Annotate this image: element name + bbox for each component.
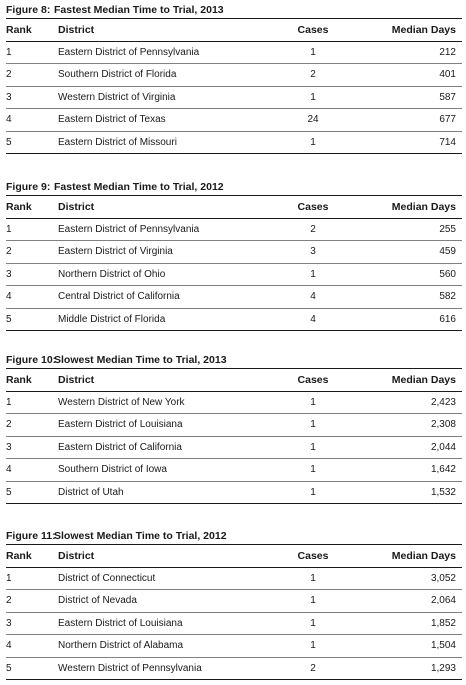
figure-title [6,528,462,545]
median-days-cell: 459 [439,246,456,258]
header-median-days: Median Days [391,373,456,386]
rank-cell: 4 [6,291,12,303]
median-days-cell: 582 [439,291,456,303]
table-row [6,109,462,132]
header-median-days: Median Days [391,200,456,213]
cases-cell: 1 [310,595,316,607]
cases-cell: 2 [310,69,316,81]
header-cases: Cases [297,373,329,386]
median-days-cell: 1,852 [430,617,456,629]
rank-cell: 1 [6,396,12,408]
header-rank: Rank [6,23,32,36]
district-cell: Southern District of Iowa [58,464,167,476]
header-district: District [58,373,95,386]
table-row [6,414,462,437]
table-row [6,635,462,658]
district-cell: Central District of California [58,291,180,303]
header-cases: Cases [297,549,329,562]
median-days-cell: 616 [439,313,456,325]
figure-title [6,2,462,19]
table-row [6,309,462,332]
district-cell: Eastern District of Louisiana [58,617,183,629]
table-row [6,658,462,681]
district-cell: Western District of Virginia [58,91,176,103]
rank-cell: 5 [6,136,12,148]
cases-cell: 1 [310,617,316,629]
table-header-row [6,369,462,392]
median-days-cell: 714 [439,136,456,148]
median-days-cell: 1,532 [430,486,456,498]
rank-cell: 5 [6,486,12,498]
rank-cell: 5 [6,662,12,674]
table-row [6,264,462,287]
district-cell: Eastern District of Texas [58,114,166,126]
district-cell: Northern District of Alabama [58,640,184,652]
header-cases: Cases [297,23,329,36]
figure-title-text: Slowest Median Time to Trial, 2013 [54,354,227,366]
rank-cell: 3 [6,441,12,453]
district-cell: District of Connecticut [58,572,156,584]
header-cases: Cases [297,200,329,213]
table-row [6,482,462,505]
median-days-cell: 587 [439,91,456,103]
cases-cell: 4 [310,291,316,303]
cases-cell: 1 [310,268,316,280]
cases-cell: 2 [310,662,316,674]
header-rank: Rank [6,373,32,386]
median-days-cell: 1,293 [430,662,456,674]
district-cell: Eastern District of Pennsylvania [58,46,200,58]
figure-label: Figure 8: [6,4,51,16]
district-cell: Northern District of Ohio [58,268,166,280]
figure-label: Figure 11: [6,530,56,542]
median-days-cell: 3,052 [430,572,456,584]
header-rank: Rank [6,549,32,562]
figure-title-text: Fastest Median Time to Trial, 2012 [54,181,224,193]
rank-cell: 1 [6,46,12,58]
rank-cell: 1 [6,572,12,584]
median-days-cell: 212 [439,46,456,58]
figure-8-table [6,2,462,154]
rank-cell: 2 [6,69,12,81]
header-district: District [58,200,95,213]
figure-10-table [6,352,462,504]
rank-cell: 3 [6,91,12,103]
table-row [6,64,462,87]
header-district: District [58,549,95,562]
table-row [6,613,462,636]
figure-title [6,179,462,196]
rank-cell: 1 [6,223,12,235]
median-days-cell: 560 [439,268,456,280]
district-cell: Eastern District of Virginia [58,246,173,258]
figure-label: Figure 10: [6,354,57,366]
table-row [6,132,462,155]
rank-cell: 5 [6,313,12,325]
cases-cell: 1 [310,572,316,584]
table-row [6,437,462,460]
cases-cell: 1 [310,396,316,408]
cases-cell: 1 [310,46,316,58]
rank-cell: 4 [6,640,12,652]
figure-9-table [6,179,462,331]
cases-cell: 3 [310,246,316,258]
rank-cell: 3 [6,268,12,280]
median-days-cell: 2,423 [430,396,456,408]
district-cell: Western District of New York [58,396,185,408]
rank-cell: 2 [6,419,12,431]
rank-cell: 2 [6,595,12,607]
header-rank: Rank [6,200,32,213]
header-median-days: Median Days [391,23,456,36]
cases-cell: 1 [310,640,316,652]
figure-label: Figure 9: [6,181,51,193]
table-row [6,286,462,309]
cases-cell: 1 [310,136,316,148]
cases-cell: 1 [310,486,316,498]
table-row [6,219,462,242]
cases-cell: 1 [310,91,316,103]
rank-cell: 3 [6,617,12,629]
median-days-cell: 255 [439,223,456,235]
table-row [6,590,462,613]
median-days-cell: 2,064 [430,595,456,607]
cases-cell: 24 [307,114,319,126]
district-cell: District of Nevada [58,595,137,607]
table-row [6,87,462,110]
table-row [6,568,462,591]
table-row [6,459,462,482]
table-header-row [6,19,462,42]
header-median-days: Median Days [391,549,456,562]
table-row [6,241,462,264]
district-cell: Eastern District of Louisiana [58,419,183,431]
cases-cell: 1 [310,441,316,453]
figure-title-text: Fastest Median Time to Trial, 2013 [54,4,224,16]
district-cell: Eastern District of Pennsylvania [58,223,200,235]
median-days-cell: 401 [439,69,456,81]
district-cell: District of Utah [58,486,124,498]
figure-title-text: Slowest Median Time to Trial, 2012 [54,530,227,542]
cases-cell: 2 [310,223,316,235]
table-header-row [6,545,462,568]
rank-cell: 2 [6,246,12,258]
district-cell: Eastern District of Missouri [58,136,177,148]
median-days-cell: 677 [439,114,456,126]
cases-cell: 1 [310,464,316,476]
table-row [6,42,462,65]
district-cell: Western District of Pennsylvania [58,662,202,674]
rank-cell: 4 [6,114,12,126]
cases-cell: 1 [310,419,316,431]
median-days-cell: 1,504 [430,640,456,652]
median-days-cell: 2,308 [430,419,456,431]
figure-title [6,352,462,369]
table-header-row [6,196,462,219]
header-district: District [58,23,95,36]
rank-cell: 4 [6,464,12,476]
table-row [6,392,462,415]
cases-cell: 4 [310,313,316,325]
district-cell: Southern District of Florida [58,69,177,81]
district-cell: Middle District of Florida [58,313,166,325]
median-days-cell: 1,642 [430,464,456,476]
figure-11-table [6,528,462,680]
median-days-cell: 2,044 [430,441,456,453]
district-cell: Eastern District of California [58,441,182,453]
